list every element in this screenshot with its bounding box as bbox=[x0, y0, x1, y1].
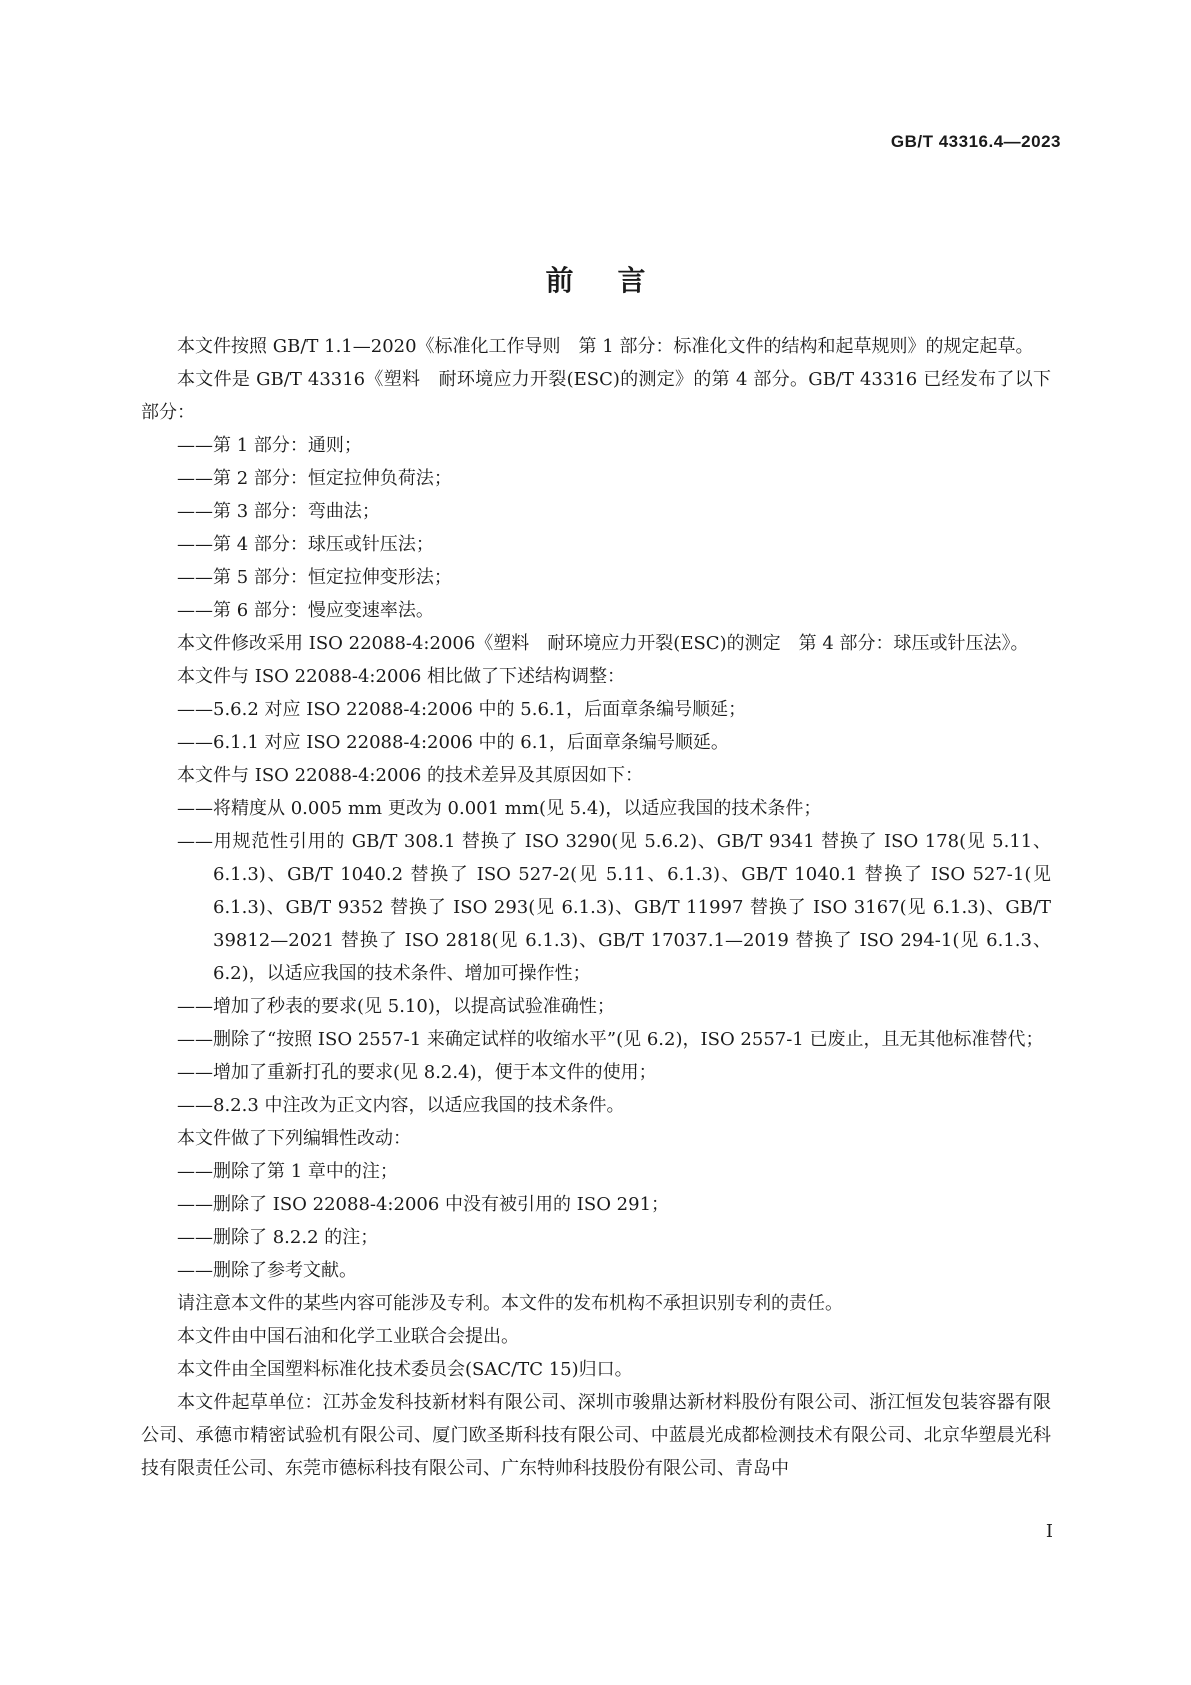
list-item: ——删除了“按照 ISO 2557-1 来确定试样的收缩水平”(见 6.2)，ISO 2557-1 已废止，且无其他标准替代； bbox=[177, 1029, 1044, 1050]
list-item: ——第 5 部分：恒定拉伸变形法； bbox=[177, 567, 452, 588]
paragraph: 本文件起草单位：江苏金发科技新材料有限公司、深圳市骏鼎达新材料股份有限公司、浙江恒发包装容器有限公司、承德市精密试验机有限公司、厦门欧圣斯科技有限公司、中蓝晨光成都检测技术有限公司、北京华塑晨光科技有限责任公司、东莞市德标科技有限公司、广东特帅科技股份有限公司、青岛中 bbox=[141, 1392, 1051, 1479]
list-item: ——8.2.3 中注改为正文内容，以适应我国的技术条件。 bbox=[177, 1095, 625, 1116]
document-code: GB/T 43316.4—2023 bbox=[890, 132, 1061, 151]
paragraph: 本文件与 ISO 22088-4:2006 的技术差异及其原因如下： bbox=[177, 765, 644, 786]
list-item: ——第 3 部分：弯曲法； bbox=[177, 501, 380, 522]
list-item: ——第 1 部分：通则； bbox=[177, 435, 362, 456]
page-title: 前言 bbox=[545, 263, 690, 297]
list-item: ——第 4 部分：球压或针压法； bbox=[177, 534, 434, 555]
paragraph: 请注意本文件的某些内容可能涉及专利。本文件的发布机构不承担识别专利的责任。 bbox=[177, 1293, 843, 1314]
paragraph: 本文件由全国塑料标准化技术委员会(SAC/TC 15)归口。 bbox=[177, 1359, 633, 1380]
paragraph: 本文件由中国石油和化学工业联合会提出。 bbox=[177, 1326, 519, 1347]
page-number: I bbox=[1045, 1521, 1053, 1542]
paragraph: 本文件与 ISO 22088-4:2006 相比做了下述结构调整： bbox=[177, 666, 626, 687]
foreword-body bbox=[141, 330, 1051, 1485]
list-item: ——5.6.2 对应 ISO 22088-4:2006 中的 5.6.1，后面章条编号顺延； bbox=[177, 699, 747, 720]
list-item: ——将精度从 0.005 mm 更改为 0.001 mm(见 5.4)，以适应我国的技术条件； bbox=[177, 798, 822, 819]
list-item: ——删除了第 1 章中的注； bbox=[177, 1161, 398, 1182]
list-item: ——删除了 ISO 22088-4:2006 中没有被引用的 ISO 291； bbox=[177, 1194, 670, 1215]
list-item: ——用规范性引用的 GB/T 308.1 替换了 ISO 3290(见 5.6.2)、GB/T 9341 替换了 ISO 178(见 5.11、6.1.3)、GB/T 1040.2 替换了 ISO 527-2(见 5.11、6.1.3)、GB/T 1040.1 替换了 ISO 527-1(见 6.1.3)、GB/T 9352 替换了 ISO 293(见 6.1.3)、GB/T 11997 替换了 ISO 3167(见 6.1.3)、GB/T 39812—2021 替换了 ISO 2818(见 6.1.3)、GB/T 17037.1—2019 替换了 ISO 294-1(见 6.1.3、6.2)，以适应我国的技术条件、增加可操作性； bbox=[177, 831, 1051, 984]
paragraph: 本文件按照 GB/T 1.1—2020《标准化工作导则 第 1 部分：标准化文件的结构和起草规则》的规定起草。 bbox=[177, 336, 1034, 357]
list-item: ——第 6 部分：慢应变速率法。 bbox=[177, 600, 434, 621]
paragraph: 本文件修改采用 ISO 22088-4:2006《塑料 耐环境应力开裂(ESC)的测定 第 4 部分：球压或针压法》。 bbox=[177, 633, 1029, 654]
list-item: ——6.1.1 对应 ISO 22088-4:2006 中的 6.1，后面章条编号顺延。 bbox=[177, 732, 729, 753]
paragraph: 本文件做了下列编辑性改动： bbox=[177, 1128, 411, 1149]
list-item: ——删除了 8.2.2 的注； bbox=[177, 1227, 379, 1248]
paragraph: 本文件是 GB/T 43316《塑料 耐环境应力开裂(ESC)的测定》的第 4 部分。GB/T 43316 已经发布了以下部分： bbox=[141, 369, 1051, 423]
list-item: ——增加了重新打孔的要求(见 8.2.4)，便于本文件的使用； bbox=[177, 1062, 657, 1083]
list-item: ——删除了参考文献。 bbox=[177, 1260, 357, 1281]
list-item: ——第 2 部分：恒定拉伸负荷法； bbox=[177, 468, 452, 489]
list-item: ——增加了秒表的要求(见 5.10)，以提高试验准确性； bbox=[177, 996, 615, 1017]
